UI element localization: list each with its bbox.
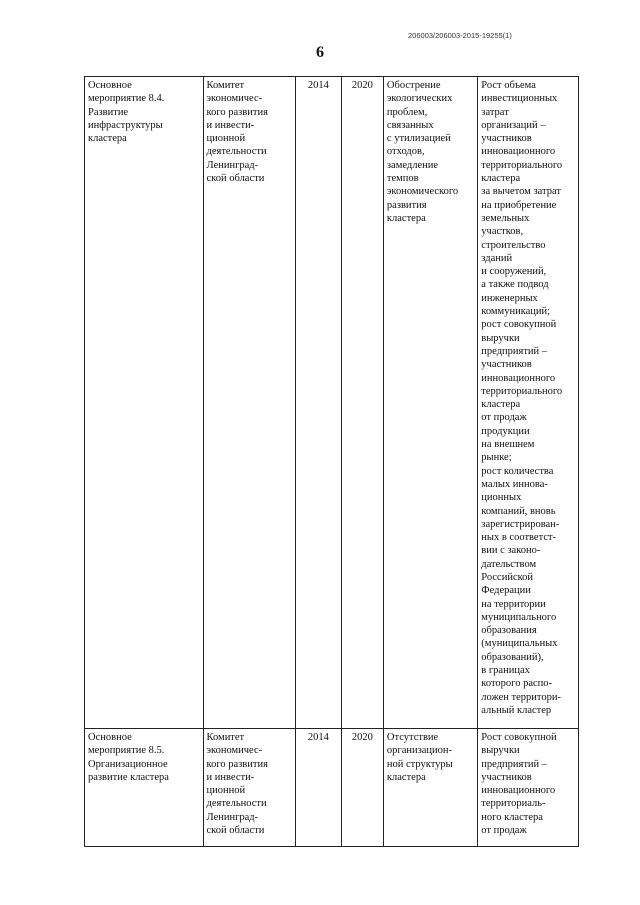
- cell-line: за вычетом затрат: [481, 186, 561, 198]
- cell-line: Отсутствие: [386, 732, 439, 743]
- cell-line: а также подвод: [481, 279, 549, 291]
- cell-line: кластера: [88, 133, 127, 145]
- cell-line: на приобретение: [481, 199, 557, 211]
- cell-line: экологических: [386, 93, 453, 105]
- cell-line: альный кластер: [481, 704, 552, 716]
- cell-line: рынке;: [481, 452, 512, 464]
- cell-line: и инвести-: [206, 119, 255, 131]
- table-body: [85, 77, 579, 847]
- cell-line: кластера: [386, 771, 426, 783]
- cell-line: кластера: [481, 173, 521, 185]
- cell-line: предприятий –: [481, 345, 548, 357]
- cell-line: на внешнем: [481, 439, 535, 451]
- cell-line: участников: [481, 359, 532, 371]
- cell-line: развития: [386, 199, 427, 211]
- cell-line: Рост объема: [481, 80, 536, 91]
- cell-line: Ленинград-: [206, 811, 259, 823]
- cell-line: на территории: [481, 598, 546, 610]
- cell-line: (муниципальных: [481, 638, 558, 650]
- cell-line: темпов: [386, 173, 419, 185]
- result-cell: [478, 729, 579, 847]
- cell-line: инженерных: [481, 292, 538, 304]
- cell-line: организаций –: [481, 119, 546, 131]
- activities-table: [84, 76, 579, 847]
- activity-cell: [85, 77, 204, 729]
- cell-line: ной структуры: [386, 758, 453, 770]
- cell-line: мероприятие 8.5.: [88, 745, 165, 757]
- cell-line: от продаж: [481, 825, 527, 837]
- cell-line: экономичес-: [206, 745, 263, 757]
- cell-line: продукции: [481, 425, 530, 437]
- cell-line: кластера: [481, 399, 521, 411]
- cell-line: с утилизацией: [386, 133, 451, 145]
- cell-line: рост совокупной: [481, 319, 557, 331]
- cell-line: затрат: [481, 106, 509, 118]
- page-number: 6: [316, 44, 324, 61]
- table-row: [85, 729, 579, 847]
- cell-line: деятельности: [206, 798, 267, 810]
- cell-line: образования: [481, 625, 537, 637]
- cell-line: рост количества: [481, 465, 554, 477]
- cell-line: инновационного: [481, 146, 556, 158]
- cell-line: ного кластера: [481, 811, 543, 823]
- cell-line: участков,: [481, 226, 524, 238]
- start-year-cell: 2014: [295, 77, 341, 729]
- cell-line: экономичес-: [206, 93, 263, 105]
- cell-line: Развитие: [88, 106, 129, 118]
- end-year-cell: 2020: [341, 729, 383, 847]
- cell-line: вии с законо-: [481, 545, 541, 557]
- cell-line: проблем,: [386, 106, 428, 118]
- problem-cell: [383, 77, 477, 729]
- cell-line: связанных: [386, 119, 434, 131]
- cell-line: ложен территори-: [481, 691, 561, 703]
- cell-line: зданий: [481, 252, 513, 264]
- cell-line: Комитет: [206, 80, 245, 91]
- cell-line: организацион-: [386, 745, 453, 757]
- cell-line: территориаль-: [481, 798, 546, 810]
- cell-line: территориального: [481, 385, 563, 397]
- cell-line: деятельности: [206, 146, 267, 158]
- cell-line: Основное: [88, 732, 132, 743]
- cell-line: от продаж: [481, 412, 527, 424]
- cell-line: Федерации: [481, 585, 531, 597]
- cell-line: муниципального: [481, 611, 557, 623]
- cell-line: малых иннова-: [481, 478, 548, 490]
- cell-line: территориального: [481, 159, 563, 171]
- cell-line: ных в соответст-: [481, 532, 557, 544]
- cell-line: замедление: [386, 159, 439, 171]
- cell-line: участников: [481, 771, 532, 783]
- cell-line: дательством: [481, 558, 537, 570]
- cell-line: предприятий –: [481, 758, 548, 770]
- cell-line: зарегистрирован-: [481, 518, 560, 530]
- cell-line: кого развития: [206, 106, 268, 118]
- executor-cell: [203, 729, 295, 847]
- cell-line: Рост совокупной: [481, 732, 557, 743]
- document-id: 206003/206003-2015-19255(1): [408, 31, 512, 40]
- cell-line: земельных: [481, 212, 530, 224]
- cell-line: инвестиционных: [481, 93, 558, 105]
- cell-line: кого развития: [206, 758, 268, 770]
- result-cell: [478, 77, 579, 729]
- executor-cell: [203, 77, 295, 729]
- end-year-cell: 2020: [341, 77, 383, 729]
- cell-line: Организационное: [88, 758, 168, 770]
- cell-line: выручки: [481, 332, 520, 344]
- cell-line: участников: [481, 133, 532, 145]
- cell-line: ционных: [481, 492, 522, 504]
- cell-line: инновационного: [481, 785, 556, 797]
- cell-line: и сооружений,: [481, 266, 547, 278]
- cell-line: ской области: [206, 173, 265, 185]
- cell-line: ционной: [206, 133, 246, 145]
- cell-line: Обострение: [386, 80, 441, 91]
- activity-cell: [85, 729, 204, 847]
- problem-cell: [383, 729, 477, 847]
- cell-line: коммуникаций;: [481, 306, 551, 318]
- cell-line: Комитет: [206, 732, 245, 743]
- cell-line: экономического: [386, 186, 459, 198]
- cell-line: развитие кластера: [88, 771, 169, 783]
- cell-line: компаний, вновь: [481, 505, 556, 517]
- cell-line: строительство: [481, 239, 546, 251]
- cell-line: мероприятие 8.4.: [88, 93, 165, 105]
- cell-line: отходов,: [386, 146, 425, 158]
- start-year-cell: 2014: [295, 729, 341, 847]
- cell-line: образований),: [481, 651, 544, 663]
- cell-line: Основное: [88, 80, 132, 91]
- cell-line: Российской: [481, 571, 534, 583]
- cell-line: выручки: [481, 745, 520, 757]
- cell-line: инфраструктуры: [88, 119, 163, 131]
- cell-line: кластера: [386, 212, 426, 224]
- cell-line: и инвести-: [206, 771, 255, 783]
- cell-line: ской области: [206, 825, 265, 837]
- table-row: [85, 77, 579, 729]
- cell-line: Ленинград-: [206, 159, 259, 171]
- cell-line: которого распо-: [481, 678, 553, 690]
- cell-line: инновационного: [481, 372, 556, 384]
- cell-line: в границах: [481, 665, 530, 677]
- cell-line: ционной: [206, 785, 246, 797]
